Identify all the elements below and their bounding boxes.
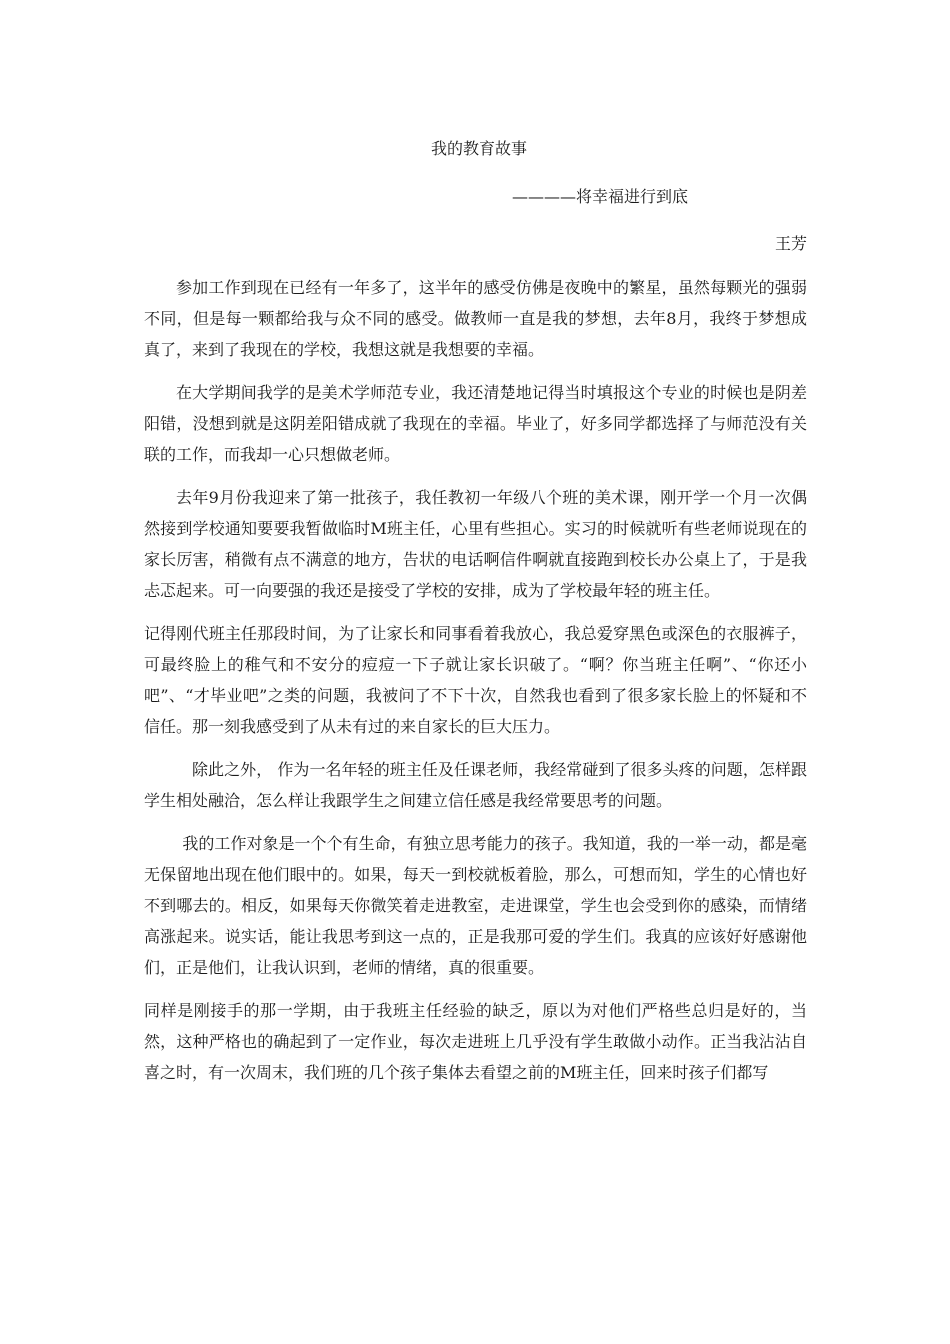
paragraph-1: 参加工作到现在已经有一年多了，这半年的感受仿佛是夜晚中的繁星，虽然每颗光的强弱不同，但是每一颗都给我与众不同的感受。做教师一直是我的梦想，去年8月，我终于梦想成真了，来到了我现在的学校，我想这就是我想要的幸福。 — [144, 278, 807, 359]
paragraph-2: 在大学期间我学的是美术学师范专业，我还清楚地记得当时填报这个专业的时候也是阴差阳错，没想到就是这阴差阳错成就了我现在的幸福。毕业了，好多同学都选择了与师范没有关联的工作，而我却一心只想做老师。 — [144, 383, 807, 464]
page-title: 我的教育故事 — [430, 139, 527, 158]
paragraph-6: 我的工作对象是一个个有生命，有独立思考能力的孩子。我知道，我的一举一动，都是毫无保留地出现在他们眼中的。如果，每天一到校就板着脸，那么，可想而知，学生的心情也好不到哪去的。相反，如果每天你微笑着走进教室，走进课堂，学生也会受到你的感染，而情绪高涨起来。说实话，能让我思考到这一点的，正是我那可爱的学生们。我真的应该好好感谢他们，正是他们，让我认识到，老师的情绪，真的很重要。 — [144, 834, 807, 977]
paragraph-5: 除此之外， 作为一名年轻的班主任及任课老师，我经常碰到了很多头疼的问题，怎样跟学生相处融洽，怎么样让我跟学生之间建立信任感是我经常要思考的问题。 — [144, 760, 807, 810]
paragraph-3: 去年9月份我迎来了第一批孩子，我任教初一年级八个班的美术课，刚开学一个月一次偶然接到学校通知要要我暂做临时M班主任，心里有些担心。实习的时候就听有些老师说现在的家长厉害，稍微有点不满意的地方，告状的电话啊信件啊就直接跑到校长办公桌上了，于是我忐忑起来。可一向要强的我还是接受了学校的安排，成为了学校最年轻的班主任。 — [144, 488, 807, 600]
author-name: 王芳 — [774, 234, 807, 253]
page-subtitle: ————将幸福进行到底 — [512, 187, 689, 206]
document-body — [144, 272, 807, 1100]
paragraph-4: 记得刚代班主任那段时间，为了让家长和同事看着我放心，我总爱穿黑色或深色的衣服裤子，可最终脸上的稚气和不安分的痘痘一下子就让家长识破了。“啊？你当班主任啊”、“你还小吧”、“才毕业吧”之类的问题，我被问了不下十次，自然我也看到了很多家长脸上的怀疑和不信任。那一刻我感受到了从未有过的来自家长的巨大压力。 — [144, 624, 807, 736]
paragraph-7: 同样是刚接手的那一学期，由于我班主任经验的缺乏，原以为对他们严格些总归是好的，当然，这种严格也的确起到了一定作业，每次走进班上几乎没有学生敢做小动作。正当我沾沾自喜之时，有一次周末，我们班的几个孩子集体去看望之前的M班主任，回来时孩子们都写 — [144, 1001, 807, 1082]
